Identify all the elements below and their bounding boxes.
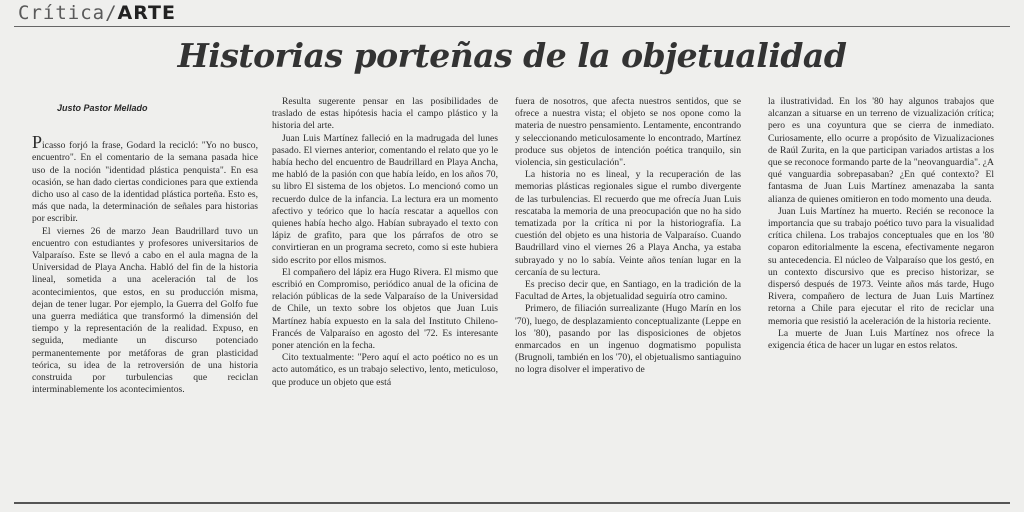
article-column-1 xyxy=(32,98,258,396)
paragraph: La muerte de Juan Luis Martínez nos ofrece la exigencia ética de hacer un lugar en estos relatos. xyxy=(768,327,994,352)
paragraph: Cito textualmente: "Pero aquí el acto poético no es un acto automático, es un trabajo selectivo, lento, meticuloso, que produce un objeto que está xyxy=(272,352,498,388)
paragraph: Primero, de filiación surrealizante (Hugo Marín en los '70), luego, de desplazamiento conceptualizante (Leppe en los '80), pasando por las disposiciones de objetos enmarcados en un ingenuo dogmatismo populista (Brugnoli, también en los '70), el objetualismo santiaguino no logra disolver el imperativo de xyxy=(515,303,741,376)
top-rule xyxy=(14,26,1010,27)
section-name: ARTE xyxy=(117,2,176,24)
article-headline: Historias porteñas de la objetualidad xyxy=(177,36,847,75)
paragraph: Juan Luis Martínez falleció en la madrugada del lunes pasado. El viernes anterior, comentando el relato que yo le había hecho del encuentro de Baudrillard en Playa Ancha, me habló de la pasión con que había leído, en los años 70, su libro El sistema de los objetos. Lo mencionó como un recuerdo dulce de la infancia. La lectura era un momento afectivo y teórico que lo hacía rescatar a aquellos con quienes había hecho algo. Habían subrayado el texto con lápiz de grafito, para que los párrafos de otro se convirtieran en un programa secreto, como si este hubiera sido escrito por ellos mismos. xyxy=(272,132,498,266)
section-label xyxy=(18,2,176,24)
paragraph: La historia no es lineal, y la recuperación de las memorias plásticas regionales sigue el rumbo divergente de las turbulencias. El recuerdo que me ofrecía Juan Luis rescataba la memoria de una preocupación que no ha sido tematizada por la crítica ni por la historiografía. La cuestión del objeto es una historia de Valparaíso. Cuando Baudrillard vino el viernes 26 a Playa Ancha, ya estaba subrayado y no lo sabía. Veinte años tenían lugar en la cercanía de su lectura. xyxy=(515,169,741,278)
article-column-4 xyxy=(768,96,994,352)
bottom-rule xyxy=(14,502,1010,504)
paragraph: Juan Luis Martínez ha muerto. Recién se reconoce la importancia que su trabajo poético tuvo para la visualidad crítica chilena. Los trabajos conceptuales que en los '80 coparon editorialmente la escena, efectivamente negaron su antecedencia. El núcleo de Valparaíso que los gestó, en un contexto discursivo que es preciso historizar, se dispersó después de 1973. Veinte años más tarde, Hugo Rivera, compañero de lectura de Juan Luis Martínez retorna a Chile para ejecutar el rito de reciclar una memoria que resistió la aceleración de la historia reciente. xyxy=(768,205,994,327)
article-author: Justo Pastor Mellado xyxy=(57,103,148,113)
paragraph: Picasso forjó la frase, Godard la recicló: "Yo no busco, encuentro". En el comentario de la semana pasada hice uso de la noción "identidad plástica penquista". En esa ocasión, se han dado ciertas condiciones para que extienda dicho uso al caso de la identidad plástica porteña. Esto es, más que nada, la determinación de señales para historias por escribir. xyxy=(32,132,258,225)
article-column-3 xyxy=(515,96,741,377)
paragraph: El compañero del lápiz era Hugo Rivera. El mismo que escribió en Compromiso, periódico anual de la oficina de relación públicas de la sede Valparaíso de la Universidad de Chile, un texto sobre los objetos que Juan Luis Martínez había expuesto en la sala del Instituto Chileno-Francés de Valparaíso en agosto del '72. Es interesante poner atención en la fecha. xyxy=(272,266,498,352)
section-prefix: Crítica/ xyxy=(18,2,118,24)
paragraph: Es preciso decir que, en Santiago, en la tradición de la Facultad de Artes, la objetualidad seguiría otro camino. xyxy=(515,279,741,303)
paragraph: Resulta sugerente pensar en las posibilidades de traslado de estas hipótesis hacia el campo plástico y la historia del arte. xyxy=(272,96,498,132)
paragraph: fuera de nosotros, que afecta nuestros sentidos, que se ofrece a nuestra vista; el objeto se nos opone como la materia de nuestro pensamiento. Lentamente, encontrando y seleccionando meticulosamente lo encontrado, Martínez produce sus objetos de intención poética tranquilo, sin violencia, sin gesticulación". xyxy=(515,96,741,169)
article-column-2 xyxy=(272,96,498,389)
paragraph: la ilustratividad. En los '80 hay algunos trabajos que alcanzan a situarse en un terreno de vizualización crítica; pero es una coyuntura que se cierra de inmediato. Curiosamente, ello ocurre a propósito de Vizualizaciones de Raúl Zurita, en la que participan variados artistas a los que se reconoce formando parte de la "neovanguardia". ¿A qué vanguardia sobrepasaban? ¿En qué contexto? El fantasma de Juan Luis Martínez amenazaba la santa alianza de quienes omitieron en todo momento una deuda. xyxy=(768,96,994,205)
paragraph: El viernes 26 de marzo Jean Baudrillard tuvo un encuentro con estudiantes y profesores universitarios de Valparaíso. Este se llevó a cabo en el aula magna de la Universidad de Playa Ancha. Habló del fin de la historia lineal, sometida a una aceleración tal de los acontecimientos, que estos, en su producción misma, dejan de tener lugar. Por ejemplo, la Guerra del Golfo fue una guerra mediática que transformó la dimensión del tiempo y la representación de la realidad. Expuso, en seguida, mediante un discurso potenciado permanentemente por metáforas de gran plasticidad teórica, su idea de la retroversión de una historia construida por turbulencias que reciclan interminablemente los acontecimientos. xyxy=(32,225,258,396)
